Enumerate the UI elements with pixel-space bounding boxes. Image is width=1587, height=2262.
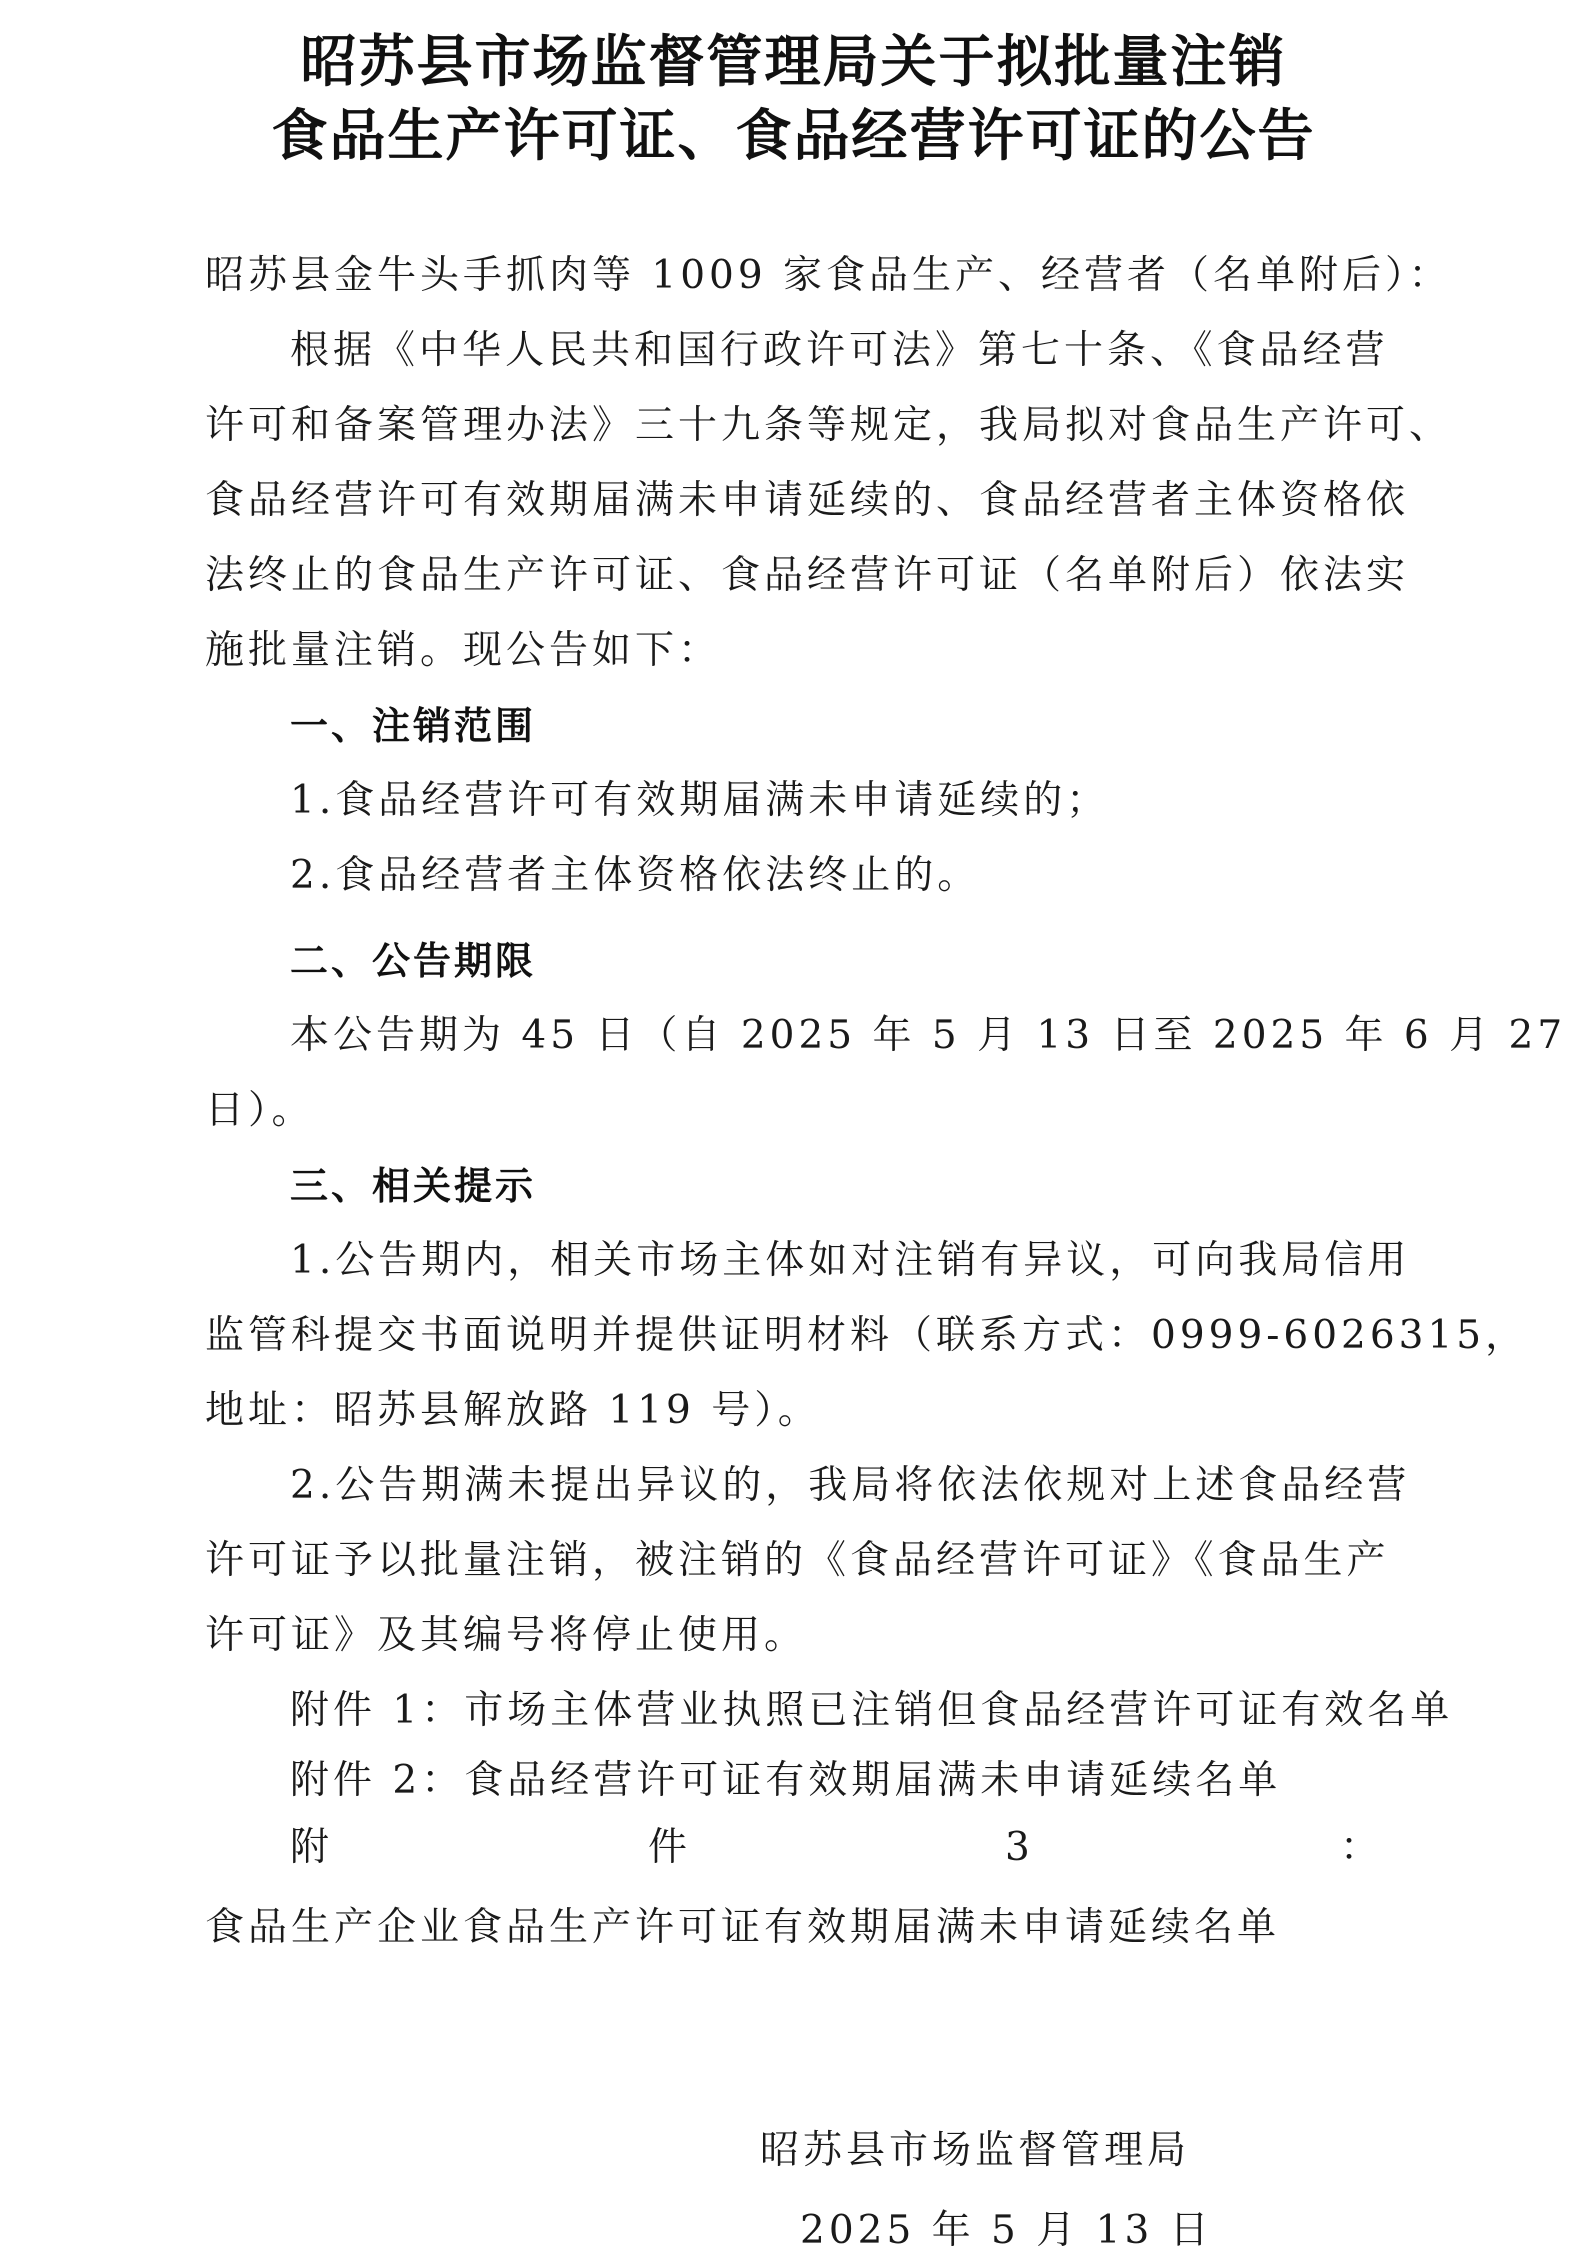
attachment-3-part-1: 附	[290, 1825, 330, 1870]
signature-org: 昭苏县市场监督管理局	[760, 2128, 1191, 2173]
tips-p1-line-3: 地址：昭苏县解放路 119 号）。	[205, 1388, 821, 1433]
attachment-3-part-3: 3	[1005, 1825, 1030, 1870]
salutation: 昭苏县金牛头手抓肉等 1009 家食品生产、经营者（名单附后）：	[205, 253, 1452, 298]
period-line-2: 日）。	[205, 1088, 315, 1133]
tips-p2-line-2: 许可证予以批量注销，被注销的《食品经营许可证》《食品生产	[205, 1538, 1390, 1583]
tips-p2-line-1: 2.公告期满未提出异议的，我局将依法依规对上述食品经营	[290, 1463, 1411, 1508]
intro-line-2: 许可和备案管理办法》三十九条等规定，我局拟对食品生产许可、	[205, 403, 1453, 448]
attachment-1: 附件 1：市场主体营业执照已注销但食品经营许可证有效名单	[290, 1688, 1454, 1733]
tips-p2-line-3: 许可证》及其编号将停止使用。	[205, 1613, 808, 1658]
scope-item-1: 1.食品经营许可有效期届满未申请延续的；	[290, 778, 1110, 823]
attachment-2: 附件 2：食品经营许可证有效期届满未申请延续名单	[290, 1758, 1282, 1803]
intro-line-3: 食品经营许可有效期届满未申请延续的、食品经营者主体资格依	[205, 478, 1410, 523]
section-heading-tips: 三、相关提示	[290, 1164, 537, 1208]
tips-p1-line-1: 1.公告期内，相关市场主体如对注销有异议，可向我局信用	[290, 1238, 1411, 1283]
section-heading-scope: 一、注销范围	[290, 704, 537, 748]
signature-date: 2025 年 5 月 13 日	[800, 2208, 1213, 2253]
attachment-3-part-4: ：	[1340, 1825, 1380, 1870]
section-heading-period: 二、公告期限	[290, 939, 537, 983]
attachment-3-part-2: 件	[648, 1825, 688, 1870]
period-line-1: 本公告期为 45 日（自 2025 年 5 月 13 日至 2025 年 6 月 27	[290, 1013, 1567, 1058]
intro-line-1: 根据《中华人民共和国行政许可法》第七十条、《食品经营	[290, 328, 1389, 373]
title-line-1: 昭苏县市场监督管理局关于拟批量注销	[300, 30, 1287, 95]
attachment-3-line-2: 食品生产企业食品生产许可证有效期届满未申请延续名单	[205, 1905, 1281, 1950]
scope-item-2: 2.食品经营者主体资格依法终止的。	[290, 853, 981, 898]
title-line-2: 食品生产许可证、食品经营许可证的公告	[271, 104, 1316, 169]
tips-p1-line-2: 监管科提交书面说明并提供证明材料（联系方式：0999-6026315，	[205, 1313, 1529, 1358]
intro-line-5: 施批量注销。现公告如下：	[205, 628, 722, 673]
intro-line-4: 法终止的食品生产许可证、食品经营许可证（名单附后）依法实	[205, 553, 1410, 598]
